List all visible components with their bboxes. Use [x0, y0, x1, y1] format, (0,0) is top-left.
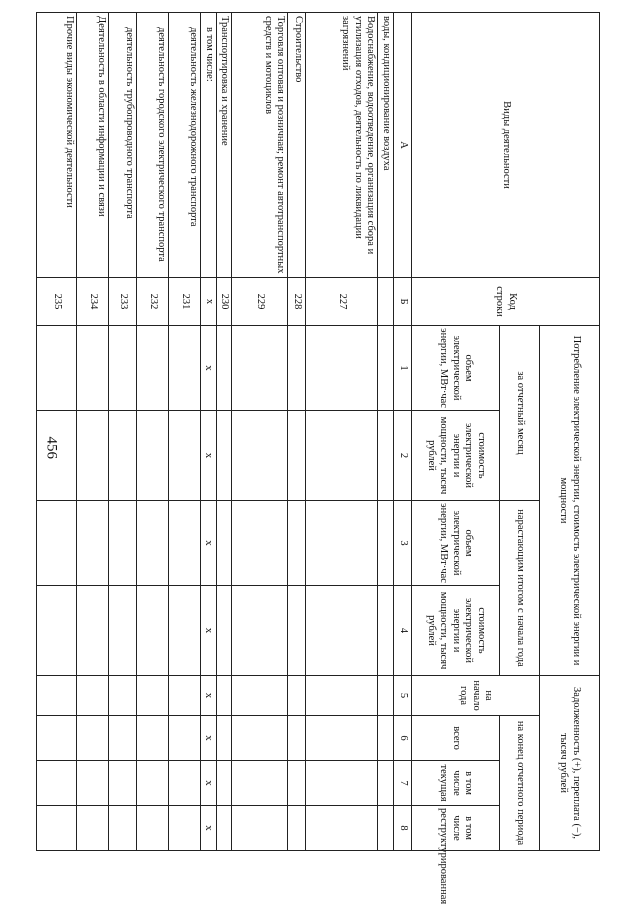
index-cell: Б	[394, 278, 412, 326]
row-value-cell	[77, 586, 109, 676]
row-value-cell	[137, 586, 169, 676]
row-value-cell	[77, 761, 109, 806]
row-value-cell	[378, 411, 394, 501]
row-activity-name: Транспортировка и хранение	[216, 13, 232, 278]
row-activity-name: деятельность городского электрического транспорта	[137, 13, 169, 278]
row-value-cell	[232, 411, 288, 501]
row-value-cell	[37, 716, 77, 761]
row-value-cell	[288, 716, 306, 761]
row-value-cell	[306, 411, 378, 501]
row-value-cell	[378, 676, 394, 716]
row-value-cell	[37, 761, 77, 806]
row-value-cell	[288, 761, 306, 806]
row-code: 233	[109, 278, 137, 326]
row-value-cell	[169, 326, 201, 411]
table-row	[137, 13, 169, 851]
row-value-cell	[232, 326, 288, 411]
table-row	[201, 13, 217, 851]
row-value-cell	[109, 586, 137, 676]
row-value-cell	[306, 761, 378, 806]
table-row	[306, 13, 378, 851]
header-current: в том числе текущая	[412, 761, 500, 806]
row-value-cell	[37, 411, 77, 501]
row-value-cell: х	[201, 806, 217, 851]
index-cell: 4	[394, 586, 412, 676]
index-cell: 8	[394, 806, 412, 851]
row-value-cell	[216, 676, 232, 716]
row-value-cell	[37, 501, 77, 586]
row-value-cell	[288, 411, 306, 501]
row-value-cell	[169, 716, 201, 761]
row-value-cell	[306, 806, 378, 851]
header-restructured: в том числе реструктурированная	[412, 806, 500, 851]
row-code: 234	[77, 278, 109, 326]
row-value-cell: х	[201, 716, 217, 761]
table-row	[109, 13, 137, 851]
header-debt-start: на начало года	[412, 676, 540, 716]
row-value-cell	[109, 501, 137, 586]
table-row	[169, 13, 201, 851]
index-cell: 6	[394, 716, 412, 761]
row-value-cell	[77, 326, 109, 411]
index-cell: 2	[394, 411, 412, 501]
row-code: 231	[169, 278, 201, 326]
row-value-cell	[169, 411, 201, 501]
row-activity-name: деятельность железнодорожного транспорта	[169, 13, 201, 278]
table-row	[216, 13, 232, 851]
row-value-cell	[137, 501, 169, 586]
row-value-cell	[37, 806, 77, 851]
table-body	[37, 13, 394, 851]
table-row	[77, 13, 109, 851]
index-cell: 1	[394, 326, 412, 411]
header-total: всего	[412, 716, 500, 761]
row-value-cell	[169, 676, 201, 716]
row-value-cell	[288, 806, 306, 851]
row-value-cell	[169, 501, 201, 586]
row-value-cell	[288, 586, 306, 676]
row-value-cell	[288, 501, 306, 586]
row-value-cell	[137, 411, 169, 501]
statistics-form-table-rotated	[52, 12, 600, 905]
row-value-cell	[232, 716, 288, 761]
row-value-cell	[77, 676, 109, 716]
table-row	[378, 13, 394, 851]
header-activity: Виды деятельности	[412, 13, 600, 278]
row-activity-name: Деятельность в области информации и связи	[77, 13, 109, 278]
header-code: Код строки	[412, 278, 600, 326]
row-value-cell: х	[201, 676, 217, 716]
index-cell: 3	[394, 501, 412, 586]
row-value-cell: х	[201, 586, 217, 676]
index-row	[394, 13, 412, 851]
row-code: 228	[288, 278, 306, 326]
row-activity-name: деятельность трубопроводного транспорта	[109, 13, 137, 278]
row-code: 227	[306, 278, 378, 326]
row-value-cell: х	[201, 326, 217, 411]
row-value-cell	[288, 676, 306, 716]
index-cell: А	[394, 13, 412, 278]
row-value-cell	[216, 806, 232, 851]
header-cost-month: стоимость электрической энергии и мощности, тысяч рублей	[412, 411, 500, 501]
header-period-month: за отчетный месяц	[500, 326, 540, 501]
row-value-cell	[306, 716, 378, 761]
header-volume-ytd: объем электрической энергии, МВт·час	[412, 501, 500, 586]
row-value-cell	[216, 411, 232, 501]
row-activity-name: Торговля оптовая и розничная; ремонт автотранспортных средств и мотоциклов	[232, 13, 288, 278]
header-debt-end: на конец отчетного периода	[500, 716, 540, 851]
row-activity-name: Прочие виды экономической деятельности	[37, 13, 77, 278]
row-value-cell	[169, 761, 201, 806]
row-value-cell	[216, 586, 232, 676]
row-code: 232	[137, 278, 169, 326]
row-value-cell	[378, 806, 394, 851]
row-value-cell	[378, 501, 394, 586]
row-value-cell	[169, 806, 201, 851]
row-activity-name: Строительство	[288, 13, 306, 278]
header-debt: Задолженность (+), переплата (−), тысяч рублей	[540, 676, 600, 851]
index-cell: 5	[394, 676, 412, 716]
table-row	[232, 13, 288, 851]
row-code: 235	[37, 278, 77, 326]
row-value-cell	[137, 761, 169, 806]
row-value-cell	[232, 501, 288, 586]
row-value-cell	[37, 326, 77, 411]
row-code	[378, 278, 394, 326]
row-value-cell	[288, 326, 306, 411]
row-value-cell	[77, 806, 109, 851]
row-value-cell	[77, 501, 109, 586]
row-value-cell	[232, 761, 288, 806]
row-value-cell	[378, 761, 394, 806]
row-value-cell	[378, 586, 394, 676]
header-volume-month: объем электрической энергии, МВт·час	[412, 326, 500, 411]
row-value-cell	[109, 411, 137, 501]
statistics-table	[36, 12, 600, 905]
row-value-cell: х	[201, 501, 217, 586]
row-value-cell	[306, 326, 378, 411]
row-value-cell	[109, 676, 137, 716]
header-cost-ytd: стоимость электрической энергии и мощности, тысяч рублей	[412, 586, 500, 676]
row-value-cell	[216, 326, 232, 411]
row-value-cell	[109, 716, 137, 761]
row-value-cell	[232, 676, 288, 716]
row-value-cell	[216, 761, 232, 806]
row-code: 229	[232, 278, 288, 326]
row-value-cell	[37, 676, 77, 716]
row-value-cell	[232, 586, 288, 676]
row-value-cell	[232, 806, 288, 851]
table-row	[288, 13, 306, 851]
row-value-cell	[77, 716, 109, 761]
row-value-cell	[169, 586, 201, 676]
row-value-cell	[137, 806, 169, 851]
row-value-cell	[306, 586, 378, 676]
page-number: 456	[43, 436, 60, 459]
header-period-ytd: нарастающим итогом с начала года	[500, 501, 540, 676]
row-value-cell	[109, 326, 137, 411]
row-value-cell	[306, 676, 378, 716]
row-activity-name: в том числе:	[201, 13, 217, 278]
row-value-cell	[378, 716, 394, 761]
row-value-cell	[216, 716, 232, 761]
row-activity-name: Водоснабжение, водоотведение, организация сбора и утилизация отходов, деятельность по ликвидации загрязнений	[306, 13, 378, 278]
row-activity-name: воды, кондиционирование воздуха	[378, 13, 394, 278]
row-value-cell	[109, 806, 137, 851]
row-code: 230	[216, 278, 232, 326]
row-value-cell	[378, 326, 394, 411]
row-code: х	[201, 278, 217, 326]
row-value-cell	[216, 501, 232, 586]
row-value-cell: х	[201, 761, 217, 806]
row-value-cell	[137, 326, 169, 411]
table-row	[37, 13, 77, 851]
row-value-cell	[137, 676, 169, 716]
index-cell: 7	[394, 761, 412, 806]
row-value-cell	[37, 586, 77, 676]
row-value-cell: х	[201, 411, 217, 501]
row-value-cell	[306, 501, 378, 586]
row-value-cell	[109, 761, 137, 806]
row-value-cell	[77, 411, 109, 501]
row-value-cell	[137, 716, 169, 761]
header-consumption: Потребление электрической энергии, стоимость электрической энергии и мощности	[540, 326, 600, 676]
